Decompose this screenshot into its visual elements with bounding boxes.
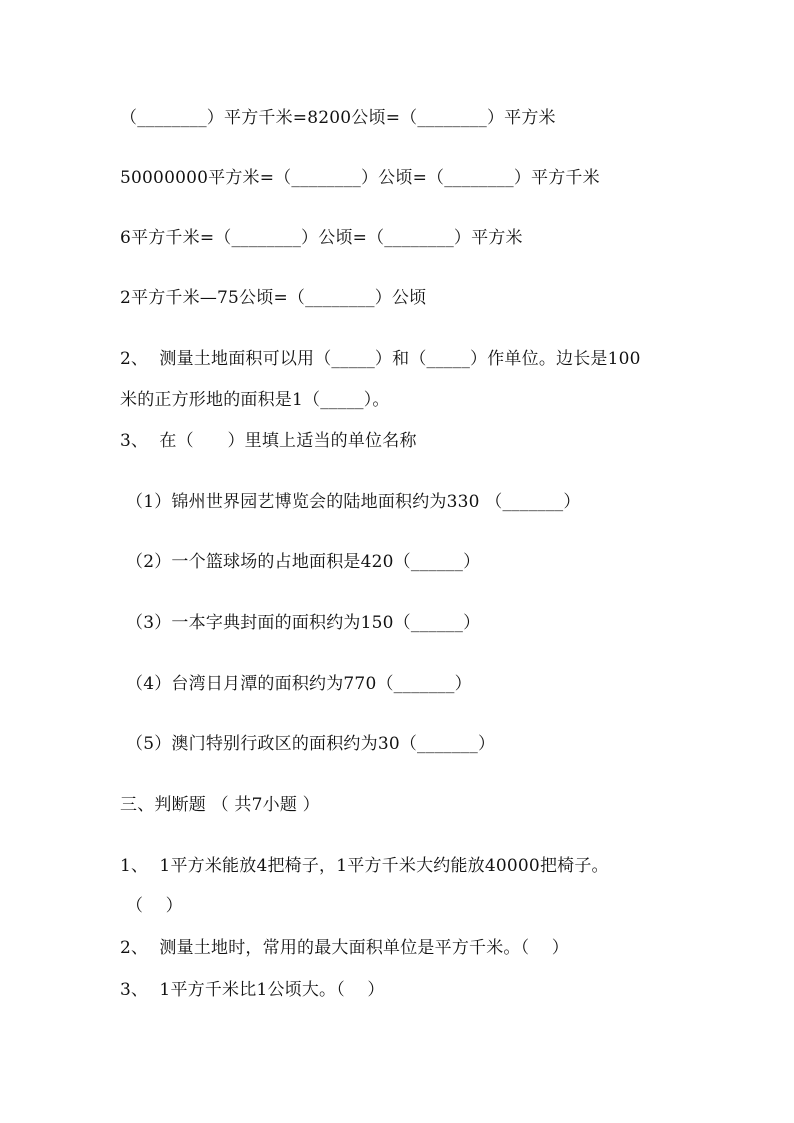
- question-2-line-2: 米的正方形地的面积是1（_____）。: [120, 390, 390, 410]
- question-2-line-1: 2、 测量土地面积可以用（_____）和（_____）作单位。边长是100: [120, 349, 641, 369]
- conversion-line-2: 50000000平方米=（________）公顷=（________）平方千米: [120, 168, 600, 188]
- question-3-item-1: （1）锦州世界园艺博览会的陆地面积约为330 （_______）: [126, 492, 581, 512]
- question-3-item-3: （3）一本字典封面的面积约为150（______）: [126, 613, 481, 633]
- section-3-title: 三、判断题 （ 共7小题 ）: [120, 795, 320, 815]
- judge-question-1-line-2: （ ）: [126, 896, 183, 916]
- conversion-line-4: 2平方千米—75公顷=（________）公顷: [120, 288, 427, 308]
- conversion-line-3: 6平方千米=（________）公顷=（________）平方米: [120, 228, 523, 248]
- judge-question-1-line-1: 1、 1平方米能放4把椅子，1平方千米大约能放40000把椅子。: [120, 856, 609, 876]
- judge-question-3: 3、 1平方千米比1公顷大。（ ）: [120, 980, 385, 1000]
- conversion-line-1: （________）平方千米=8200公顷=（________）平方米: [120, 108, 556, 128]
- question-3-item-4: （4）台湾日月潭的面积约为770（_______）: [126, 674, 472, 694]
- question-3-item-2: （2）一个篮球场的占地面积是420（______）: [126, 552, 481, 572]
- judge-question-2: 2、 测量土地时，常用的最大面积单位是平方千米。（ ）: [120, 938, 569, 958]
- question-3-item-5: （5）澳门特别行政区的面积约为30（_______）: [126, 734, 496, 754]
- question-3-title: 3、 在（ ）里填上适当的单位名称: [120, 431, 417, 451]
